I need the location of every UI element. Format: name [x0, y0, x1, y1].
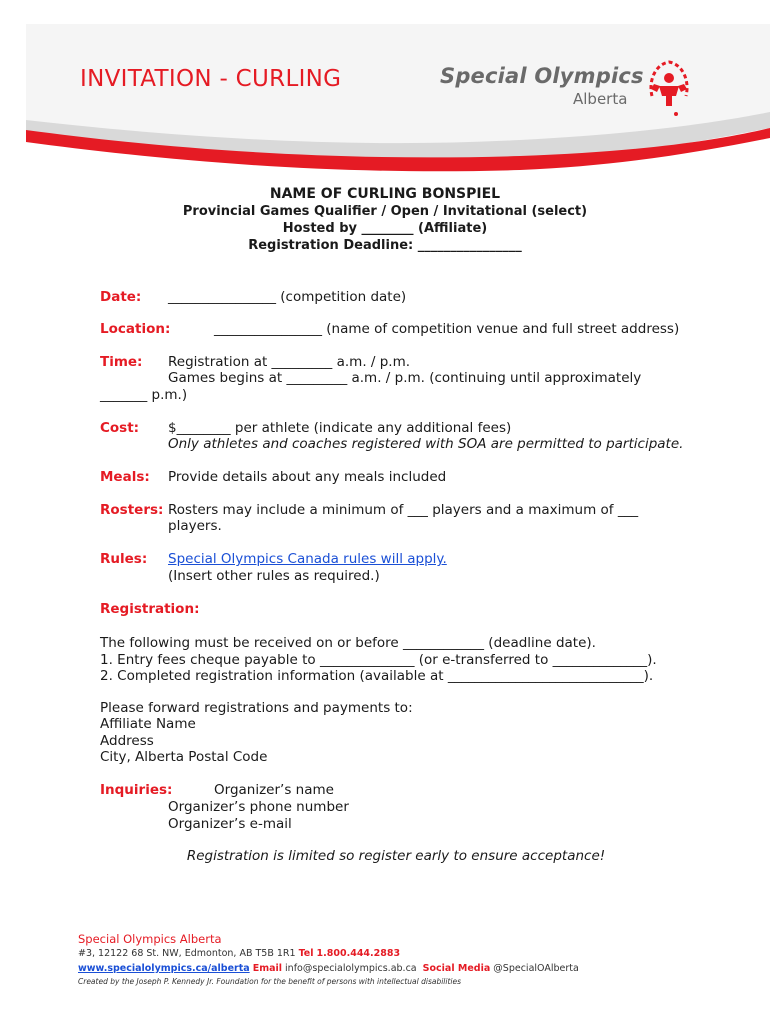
rosters-label: Rosters: — [100, 502, 164, 518]
organizer-name: Organizer’s name — [214, 782, 334, 798]
rules-label: Rules: — [100, 551, 148, 567]
footer-tel-label: Tel — [298, 948, 314, 959]
time-line-2: Games begins at _________ a.m. / p.m. (continuing until approximately — [168, 370, 642, 386]
affiliate-city: City, Alberta Postal Code — [100, 749, 268, 765]
registration-item-1: 1. Entry fees cheque payable to ______________ (or e-transferred to ______________). — [100, 652, 657, 668]
footer-email: info@specialolympics.ab.ca — [285, 963, 417, 974]
event-host: Hosted by ________ (Affiliate) — [282, 221, 488, 236]
rules-line-2: (Insert other rules as required.) — [168, 568, 380, 584]
event-deadline: Registration Deadline: ________________ — [248, 238, 522, 253]
rosters-line-1: Rosters may include a minimum of ___ players and a maximum of ___ — [168, 502, 639, 518]
event-name: NAME OF CURLING BONSPIEL — [269, 186, 501, 202]
document-title: INVITATION - CURLING — [80, 66, 342, 92]
special-olympics-logo-icon — [646, 56, 692, 120]
rules-link[interactable]: Special Olympics Canada rules will apply. — [168, 551, 447, 567]
registration-intro: The following must be received on or before ____________ (deadline date). — [100, 635, 596, 651]
location-label: Location: — [100, 321, 171, 337]
affiliate-address: Address — [100, 733, 154, 749]
rules-link-wrap — [168, 551, 708, 568]
footer-social-label: Social Media — [422, 963, 491, 974]
location-value: ________________ (name of competition venue and full street address) — [214, 321, 680, 337]
date-value: ________________ (competition date) — [168, 289, 407, 305]
organizer-phone: Organizer’s phone number — [168, 799, 349, 815]
logo-wordmark: Special Olympics — [440, 64, 644, 88]
footer-address-line — [78, 948, 400, 959]
cost-line-1: $________ per athlete (indicate any additional fees) — [168, 420, 512, 436]
limited-registration-note: Registration is limited so register early to ensure acceptance! — [186, 848, 606, 864]
logo-region: Alberta — [573, 90, 628, 108]
footer-credit: Created by the Joseph P. Kennedy Jr. Foundation for the benefit of persons with intellectual disabilities — [78, 977, 462, 986]
time-label: Time: — [100, 354, 143, 370]
footer-website-link[interactable]: www.specialolympics.ca/alberta — [78, 963, 250, 974]
time-line-1: Registration at _________ a.m. / p.m. — [168, 354, 411, 370]
time-line-3: _______ p.m.) — [100, 387, 188, 403]
footer-contact-line — [78, 963, 579, 974]
footer-email-label: Email — [252, 963, 283, 974]
footer-social: @SpecialOAlberta — [493, 963, 579, 974]
event-heading — [0, 186, 770, 254]
meals-value: Provide details about any meals included — [168, 469, 447, 485]
cost-eligibility-note: Only athletes and coaches registered with SOA are permitted to participate. — [168, 436, 684, 452]
event-type: Provincial Games Qualifier / Open / Invitational (select) — [182, 204, 588, 219]
footer-tel: 1.800.444.2883 — [316, 948, 401, 959]
affiliate-name: Affiliate Name — [100, 716, 196, 732]
registration-heading: Registration: — [100, 601, 200, 617]
registration-item-2: 2. Completed registration information (available at _____________________________). — [100, 668, 654, 684]
rosters-line-2: players. — [168, 518, 222, 534]
footer-org: Special Olympics Alberta — [78, 932, 222, 946]
meals-label: Meals: — [100, 469, 150, 485]
cost-label: Cost: — [100, 420, 140, 436]
forward-to: Please forward registrations and payments to: — [100, 700, 413, 716]
footer-address: #3, 12122 68 St. NW, Edmonton, AB T5B 1R1 — [78, 948, 296, 959]
date-label: Date: — [100, 289, 142, 305]
organizer-email: Organizer’s e-mail — [168, 816, 292, 832]
inquiries-label: Inquiries: — [100, 782, 173, 798]
